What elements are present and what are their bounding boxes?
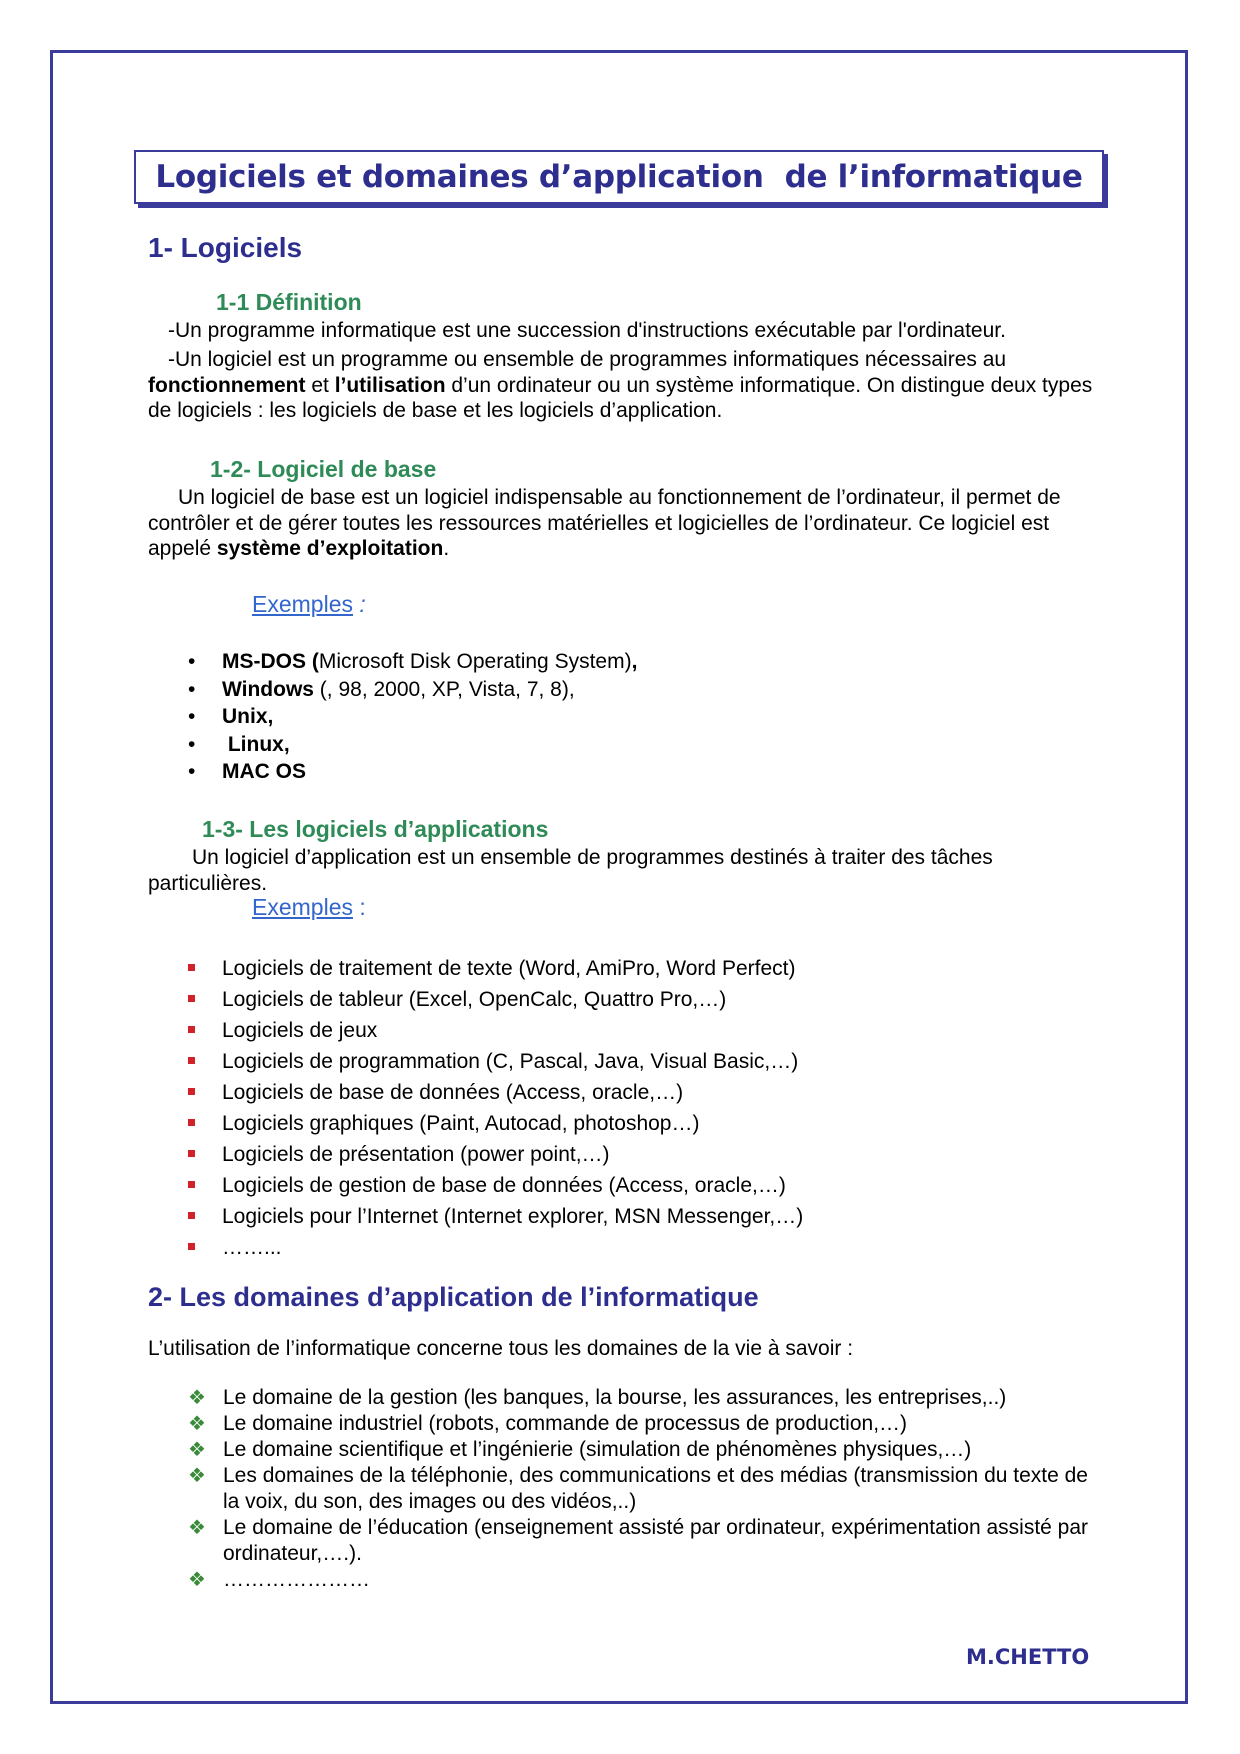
list-item [188,731,637,759]
list-item-text: Logiciels pour l’Internet (Internet explorer, MSN Messenger,…) [222,1205,804,1228]
diamond-bullet-icon: ❖ [188,1413,206,1435]
definition-and: et [305,373,335,397]
examples-colon: : [352,894,366,920]
applications-list [188,953,803,1263]
red-square-bullet-icon [188,964,195,971]
list-item [188,1567,1093,1593]
list-item [188,1515,1093,1567]
diamond-bullet-icon: ❖ [188,1465,206,1487]
red-square-bullet-icon [188,1088,195,1095]
definition-paragraph-2 [148,347,1098,424]
list-item-text: Logiciels de base de données (Access, oracle,…) [222,1081,684,1104]
list-item [188,1463,1093,1515]
section-2-intro: L’utilisation de l’informatique concerne tous les domaines de la vie à savoir : [148,1337,854,1360]
definition-heading: 1-1 Définition [216,289,362,315]
bold-systeme-exploitation: système d’exploitation [216,537,444,560]
red-square-bullet-icon [188,1057,195,1064]
os-name: MAC OS [222,760,306,783]
list-item-text: Logiciels de jeux [222,1019,378,1042]
list-item [188,1201,803,1232]
bold-utilisation: l’utilisation [334,373,446,397]
base-software-period: . [443,537,450,560]
list-item-text: Le domaine scientifique et l’ingénierie (simulation de phénomènes physiques,…) [223,1438,972,1461]
list-item-text: ……... [222,1236,282,1259]
page-title: Logiciels et domaines d’application de l’informatique [155,159,1083,195]
os-detail: (, 98, 2000, XP, Vista, 7, 8), [313,677,575,701]
base-software-paragraph [148,485,1098,562]
os-name: Linux, [222,732,290,756]
author-signature: M.CHETTO [966,1645,1090,1669]
list-item [188,1232,803,1263]
diamond-bullet-icon: ❖ [188,1387,206,1409]
os-list [188,648,637,786]
diamond-bullet-icon: ❖ [188,1569,206,1591]
list-item [188,1015,803,1046]
list-item [188,1437,1093,1463]
list-item-text: Logiciels de traitement de texte (Word, AmiPro, Word Perfect) [222,957,796,980]
list-item [188,703,637,731]
list-item-text: Logiciels graphiques (Paint, Autocad, photoshop…) [222,1112,700,1135]
list-item-text: Logiciels de programmation (C, Pascal, Java, Visual Basic,…) [222,1050,799,1073]
red-square-bullet-icon [188,1243,195,1250]
os-tail: , [631,650,638,673]
list-item [188,1411,1093,1437]
base-software-text: Un logiciel de base est un logiciel indispensable au fonctionnement de l’ordinateur, il permet de contrôler et de gérer toutes les ressources matérielles et logicielles de l’ordinateur. Ce logiciel est appelé [148,486,1061,560]
list-item [188,648,637,676]
os-name: Windows [222,677,314,701]
list-item [188,758,637,786]
os-name: MS-DOS ( [222,650,319,673]
bold-fonctionnement: fonctionnement [148,373,306,397]
red-square-bullet-icon [188,1119,195,1126]
list-item [188,1108,803,1139]
list-item-text: Logiciels de présentation (power point,…) [222,1143,610,1166]
examples-label[interactable]: Exemples [252,591,353,617]
red-square-bullet-icon [188,1212,195,1219]
base-software-heading: 1-2- Logiciel de base [210,456,437,482]
applications-paragraph: Un logiciel d’application est un ensemble de programmes destinés à traiter des tâches particulières. [148,846,993,895]
definition-text-start: -Un logiciel est un programme ou ensemble de programmes informatiques nécessaires au [168,348,1007,371]
definition-text-end: d’un ordinateur ou un système informatique. On distingue deux types de logiciels : les logiciels de base et les logiciels d’application. [148,373,1093,422]
domains-list [188,1385,1093,1593]
applications-heading: 1-3- Les logiciels d’applications [202,816,549,842]
list-item-text: Le domaine de l’éducation (enseignement assisté par ordinateur, expérimentation assisté par ordinateur,….). [223,1516,1089,1565]
list-item-text: Le domaine industriel (robots, commande de processus de production,…) [223,1412,908,1435]
list-item [188,984,803,1015]
list-item [188,1139,803,1170]
list-item [188,953,803,984]
list-item-text: ………………… [223,1568,370,1591]
title-box [134,150,1104,204]
list-item-text: Logiciels de gestion de base de données (Access, oracle,…) [222,1174,786,1197]
list-item [188,1046,803,1077]
os-name: Unix, [222,705,274,728]
examples-link-apps[interactable] [252,894,366,921]
diamond-bullet-icon: ❖ [188,1517,206,1539]
red-square-bullet-icon [188,995,195,1002]
diamond-bullet-icon: ❖ [188,1439,206,1461]
list-item [188,1170,803,1201]
red-square-bullet-icon [188,1181,195,1188]
red-square-bullet-icon [188,1150,195,1157]
definition-line-1: -Un programme informatique est une succession d'instructions exécutable par l'ordinateur. [168,319,1006,342]
os-detail: Microsoft Disk Operating System) [318,650,632,673]
list-item [188,676,637,704]
examples-label[interactable]: Exemples [252,894,353,920]
section-2-heading: 2- Les domaines d’application de l’informatique [148,1282,759,1312]
list-item-text: Le domaine de la gestion (les banques, la bourse, les assurances, les entreprises,..) [223,1386,1007,1409]
red-square-bullet-icon [188,1026,195,1033]
list-item-text: Logiciels de tableur (Excel, OpenCalc, Quattro Pro,…) [222,988,727,1011]
list-item [188,1385,1093,1411]
examples-link-os[interactable] [252,591,366,618]
section-1-heading: 1- Logiciels [148,232,303,263]
list-item [188,1077,803,1108]
examples-colon: : [352,591,366,617]
list-item-text: Les domaines de la téléphonie, des communications et des médias (transmission du texte de la voix, du son, des images ou des vidéos,..) [223,1464,1088,1513]
